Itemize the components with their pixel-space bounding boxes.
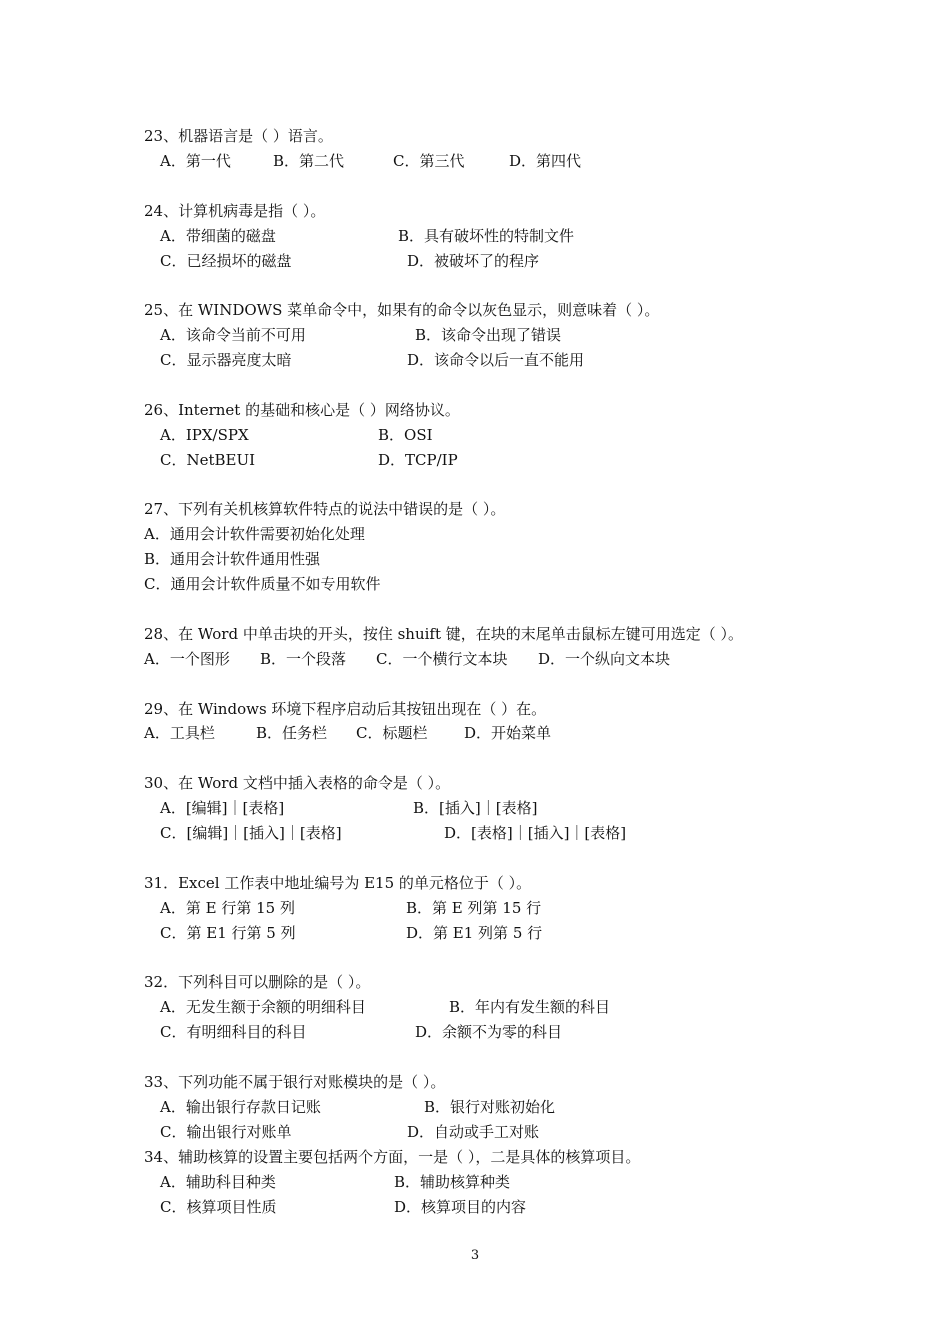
- question-stem: 23、机器语言是（ ）语言。: [144, 127, 333, 145]
- option-text: A．第 E 行第 15 列: [160, 899, 295, 917]
- question-stem: 32．下列科目可以删除的是（ ）。: [144, 973, 371, 991]
- option-text: D．第四代: [509, 152, 582, 170]
- option-text: A．第一代: [160, 152, 231, 170]
- option-text: A．通用会计软件需要初始化处理: [144, 525, 365, 543]
- option-text: B．具有破坏性的特制文件: [398, 227, 575, 245]
- question-stem: 30、在 Word 文档中插入表格的命令是（ ）。: [144, 774, 451, 792]
- option-text: D．核算项目的内容: [394, 1198, 527, 1216]
- option-text: C．有明细科目的科目: [160, 1023, 307, 1041]
- option-text: D．该命令以后一直不能用: [407, 351, 585, 369]
- question-stem: 34、辅助核算的设置主要包括两个方面，一是（ ），二是具体的核算项目。: [144, 1148, 641, 1166]
- option-text: A．带细菌的磁盘: [160, 227, 276, 245]
- option-text: C．通用会计软件质量不如专用软件: [144, 575, 381, 593]
- question-stem: 24、计算机病毒是指（ ）。: [144, 202, 326, 220]
- option-text: B．一个段落: [260, 650, 347, 668]
- question-stem: 33、下列功能不属于银行对账模块的是（ ）。: [144, 1073, 446, 1091]
- option-text: D．余额不为零的科目: [415, 1023, 563, 1041]
- option-text: B．通用会计软件通用性强: [144, 550, 321, 568]
- option-text: B．[插入]｜[表格]: [413, 799, 538, 817]
- option-text: A．辅助科目种类: [160, 1173, 276, 1191]
- option-text: C．已经损坏的磁盘: [160, 252, 292, 270]
- option-text: C．输出银行对账单: [160, 1123, 292, 1141]
- option-text: A．IPX/SPX: [160, 426, 249, 444]
- option-text: A．一个图形: [144, 650, 230, 668]
- option-text: C．第 E1 行第 5 列: [160, 924, 296, 942]
- question-stem: 27、下列有关机核算软件特点的说法中错误的是（ ）。: [144, 500, 506, 518]
- option-text: B．第二代: [273, 152, 345, 170]
- option-text: C．[编辑]｜[插入]｜[表格]: [160, 824, 342, 842]
- option-text: D．TCP/IP: [378, 451, 458, 469]
- option-text: A．该命令当前不可用: [160, 326, 306, 344]
- option-text: C．第三代: [393, 152, 465, 170]
- option-text: B．任务栏: [256, 724, 328, 742]
- option-text: D．[表格]｜[插入]｜[表格]: [444, 824, 627, 842]
- option-text: D．自动或手工对账: [407, 1123, 540, 1141]
- option-text: B．辅助核算种类: [394, 1173, 511, 1191]
- question-stem: 26、Internet 的基础和核心是（ ）网络协议。: [144, 401, 460, 419]
- option-text: B．该命令出现了错误: [415, 326, 562, 344]
- option-text: D．被破坏了的程序: [407, 252, 540, 270]
- option-text: B．年内有发生额的科目: [449, 998, 611, 1016]
- question-stem: 29、在 Windows 环境下程序启动后其按钮出现在（ ）在。: [144, 700, 547, 718]
- option-text: D．开始菜单: [464, 724, 552, 742]
- option-text: D．第 E1 列第 5 行: [406, 924, 543, 942]
- option-text: B．第 E 列第 15 行: [406, 899, 542, 917]
- option-text: A．无发生额于余额的明细科目: [160, 998, 366, 1016]
- option-text: C．一个横行文本块: [376, 650, 508, 668]
- option-text: B．OSI: [378, 426, 433, 444]
- option-text: C．NetBEUI: [160, 451, 256, 469]
- option-text: B．银行对账初始化: [424, 1098, 556, 1116]
- option-text: D．一个纵向文本块: [538, 650, 671, 668]
- question-stem: 31．Excel 工作表中地址编号为 E15 的单元格位于（ ）。: [144, 874, 532, 892]
- option-text: A．工具栏: [144, 724, 215, 742]
- question-stem: 28、在 Word 中单击块的开头，按住 shuift 键，在块的末尾单击鼠标左键可用选定（ ）。: [144, 625, 744, 643]
- question-stem: 25、在 WINDOWS 菜单命令中，如果有的命令以灰色显示，则意味着（ ）。: [144, 301, 660, 319]
- page-number: 3: [470, 1248, 480, 1263]
- option-text: C．显示器亮度太暗: [160, 351, 292, 369]
- option-text: C．核算项目性质: [160, 1198, 277, 1216]
- option-text: A．输出银行存款日记账: [160, 1098, 321, 1116]
- option-text: C．标题栏: [356, 724, 428, 742]
- option-text: A．[编辑]｜[表格]: [160, 799, 285, 817]
